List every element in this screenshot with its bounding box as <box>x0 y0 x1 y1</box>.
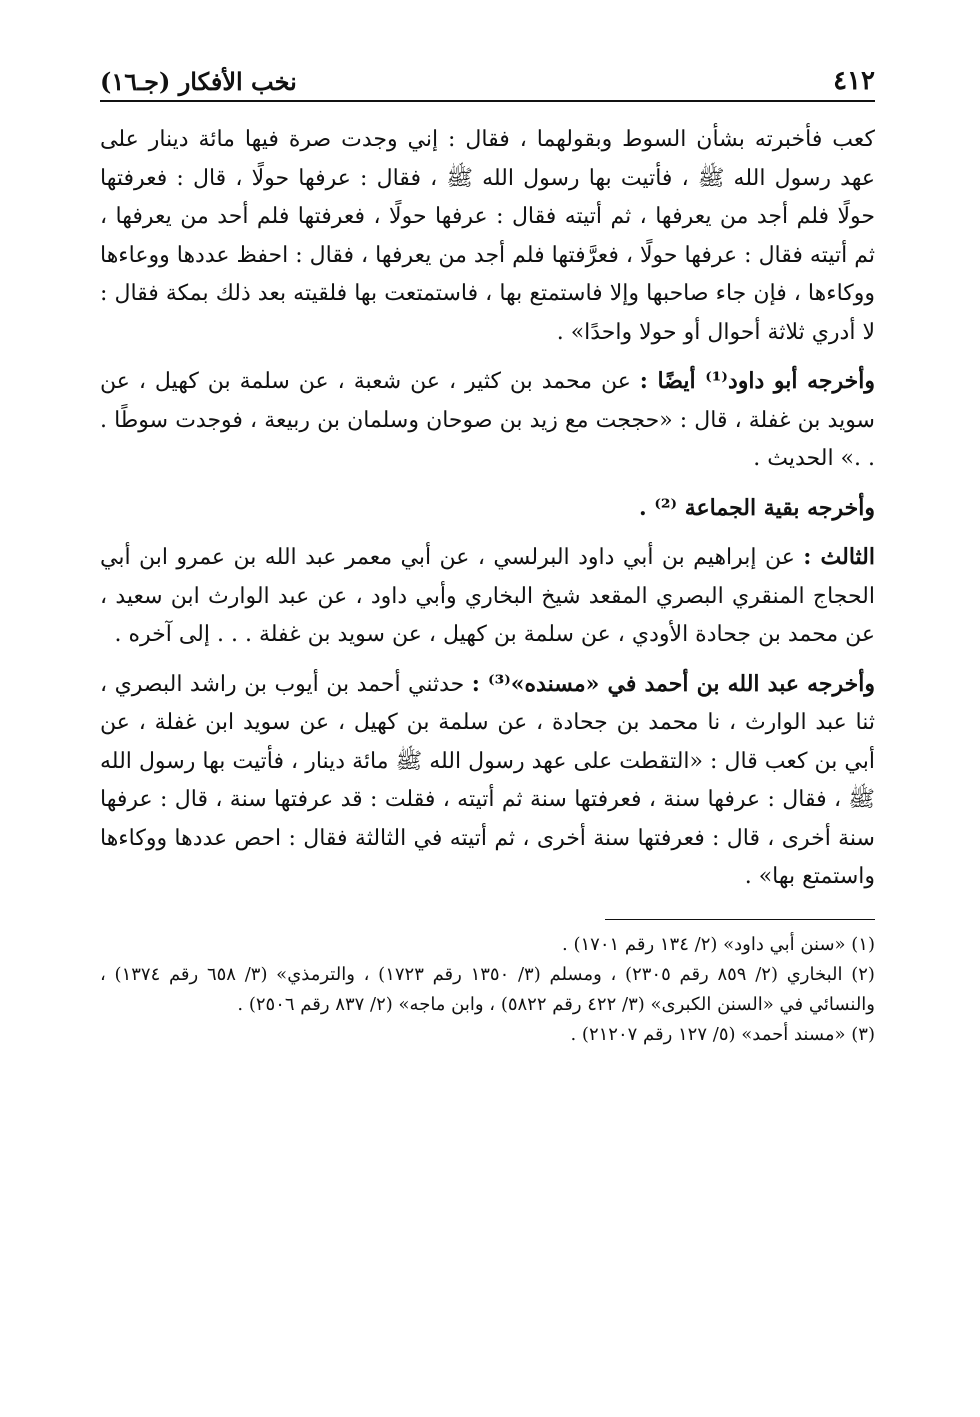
footnote-3: (٣) «مسند أحمد» (٥/ ١٢٧ رقم ٢١٢٠٧) . <box>570 1023 875 1045</box>
book-title: نخب الأفكار (جـ١٦) <box>100 67 297 96</box>
paragraph-lead: الثالث : <box>803 544 875 570</box>
paragraph-continuation <box>100 120 875 352</box>
footnote-1: (١) «سنن أبي داود» (٢/ ١٣٤ رقم ١٧٠١) . <box>562 933 875 955</box>
paragraph-abu-dawud <box>100 362 875 479</box>
paragraph-third-chain <box>100 538 875 655</box>
footnote-separator <box>605 919 875 920</box>
paragraph-text: حدثني أحمد بن أيوب بن راشد البصري ، ثنا عبد الوارث ، نا محمد بن جحادة ، عن سلمة بن كهيل ، عن سويد ابن غفلة ، عن أبي بن كعب قال : «التقطت على عهد رسول الله ﷺ مائة دينار ، فأتيت بها رسول الله ﷺ ، فقال : عرفها سنة ، فعرفتها سنة ثم أتيته ، فقلت : قد عرفتها سنة ، قال : عرفها سنة أخرى ، قال : فعرفتها سنة أخرى ، ثم أتيته في الثالثة فقال : احص عددها ووكاءها واستمتع بها» . <box>100 671 875 889</box>
footnote-2: (٢) البخاري (٢/ ٨٥٩ رقم ٢٣٠٥) ، ومسلم (٣/ ١٣٥٠ رقم ١٧٢٣) ، والترمذي» (٣/ ٦٥٨ رقم ١٣٧٤) ، والنسائي في «السنن الكبرى» (٣/ ٤٢٢ رقم ٥٨٢٢) ، وابن ماجه» (٢/ ٨٣٧ رقم ٢٥٠٦) . <box>100 963 875 1015</box>
paragraph-musnad <box>100 665 875 897</box>
paragraph-text: عن إبراهيم بن أبي داود البرلسي ، عن أبي معمر عبد الله بن عمرو ابن أبي الحجاج المنقري البصري المقعد شيخ البخاري وأبي داود ، عن عبد الوارث ابن سعيد ، عن محمد بن جحادة الأودي ، عن سلمة بن كهيل ، عن سويد بن غفلة . . . إلى آخره . <box>100 545 875 647</box>
footnotes <box>100 930 875 1050</box>
paragraph-lead: وأخرجه بقية الجماعة ⁽²⁾ . <box>639 494 875 521</box>
paragraph-lead: وأخرجه عبد الله بن أحمد في «مسنده»⁽³⁾ : <box>471 670 875 697</box>
paragraph-text: عن محمد بن كثير ، عن شعبة ، عن سلمة بن كهيل ، عن سويد بن غفلة ، قال : «حججت مع زيد بن صوحان وسلمان بن ربيعة ، فوجدت سوطًا . . .» الحديث . <box>100 369 875 471</box>
book-page <box>100 58 875 1050</box>
page-number: ٤١٢ <box>833 66 875 96</box>
paragraph-lead: وأخرجه أبو داود⁽¹⁾ أيضًا : <box>639 368 876 394</box>
paragraph-text: كعب فأخبرته بشأن السوط وبقولهما ، فقال : إني وجدت صرة فيها مائة دينار على عهد رسول الله ﷺ ، فأتيت بها رسول الله ﷺ ، فقال : عرفها حولًا ، قال : فعرفتها حولًا فلم أجد من يعرفها ، ثم أتيته فقال : عرفها حولًا ، فعرفتها فلم أحد من يعرفها ، ثم أتيته فقال : عرفها حولًا ، فعرَّفتها فلم أجد من يعرفها ، فقال : احفظ عددها ووعاءها ووكاءها ، فإن جاء صاحبها وإلا فاستمتع بها ، فاستمتعت بها فلقيته بعد ذلك بمكة فقال : لا أدري ثلاثة أحوال أو حولا واحدًا» . <box>100 127 875 345</box>
running-header <box>100 58 875 102</box>
paragraph-jamaa <box>100 489 875 529</box>
main-text <box>100 120 875 897</box>
